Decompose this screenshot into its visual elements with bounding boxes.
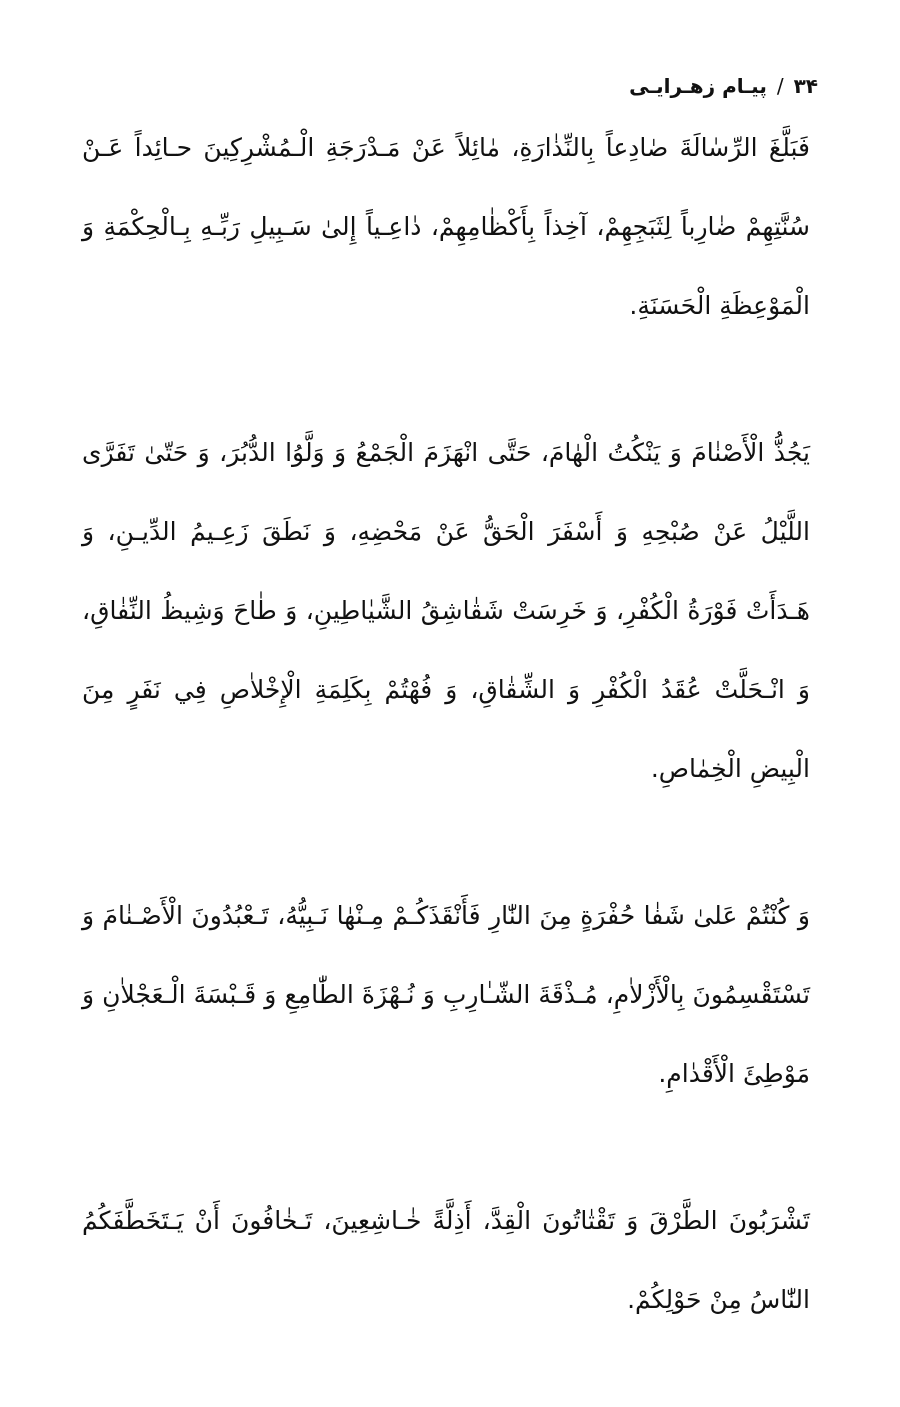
paragraph: وَ كُنْتُمْ عَلىٰ شَفٰا حُفْرَةٍ مِنَ النّٰارِ فَأَنْقَذَكُـمْ مِـنْهٰا نَـبِيُّهُ، تَـعْبُدُونَ الْأَصْـنٰامَ وَ تَسْتَقْسِمُونَ بِالْأَزْلاٰمِ، مُـذْقَةَ الشّـٰارِبِ وَ نُـهْزَةَ الطّٰامِعِ وَ قَـبْسَةَ الْـعَجْلاٰنِ وَ مَوْطِئَ الْأَقْدٰامِ. <box>82 901 810 1088</box>
book-title: پیـام زهـرایـی <box>629 74 767 98</box>
page-number: ۳۴ <box>793 74 818 98</box>
running-header <box>82 68 818 104</box>
paragraph: تَشْرَبُونَ الطَّرْقَ وَ تَقْتٰاتُونَ الْقِدَّ، أَذِلَّةً خٰـاشِعِينَ، تَـخٰافُونَ أَنْ يَـتَخَطَّفَكُمُ النّٰاسُ مِنْ حَوْلِكُمْ. <box>82 1206 810 1314</box>
header-separator: / <box>776 74 784 98</box>
paragraph: يَجُذُّ الْأَصْنٰامَ وَ يَنْكُتُ الْهٰامَ، حَتَّى انْهَزَمَ الْجَمْعُ وَ وَلَّوُا الدُّبُرَ، وَ حَتّىٰ تَفَرَّى اللَّيْلُ عَنْ صُبْحِهِ وَ أَسْفَرَ الْحَقُّ عَنْ مَحْضِهِ، وَ نَطَقَ زَعِـيمُ الدِّيـنِ، وَ هَـدَأَتْ فَوْرَةُ الْكُفْرِ، وَ خَرِسَتْ شَقٰاشِقُ الشَّيٰاطِينِ، وَ طٰاحَ وَشِيظُ النِّفٰاقِ، وَ انْـحَلَّتْ عُقَدُ الْكُفْرِ وَ الشِّقٰاقِ، وَ فُهْتُمْ بِكَلِمَةِ الْإِخْلاٰصِ فِي نَفَرٍ مِنَ الْبِيضِ الْخِمٰاصِ. <box>82 438 810 783</box>
paragraph: فَبَلَّغَ الرِّسٰالَةَ صٰادِعاً بِالنِّذٰارَةِ، مٰائِلاً عَنْ مَـدْرَجَةِ الْـمُشْرِكِينَ حـائِداً عَـنْ سُنَّتِهِمْ ضٰارِباً لِثَبَجِهِمْ، آخِذاً بِأَكْظٰامِهِمْ، دٰاعِـياً إِلىٰ سَـبِيلِ رَبِّـهِ بِـالْحِكْمَةِ وَ الْمَوْعِظَةِ الْحَسَنَةِ. <box>82 133 810 320</box>
body-text <box>82 108 810 1407</box>
